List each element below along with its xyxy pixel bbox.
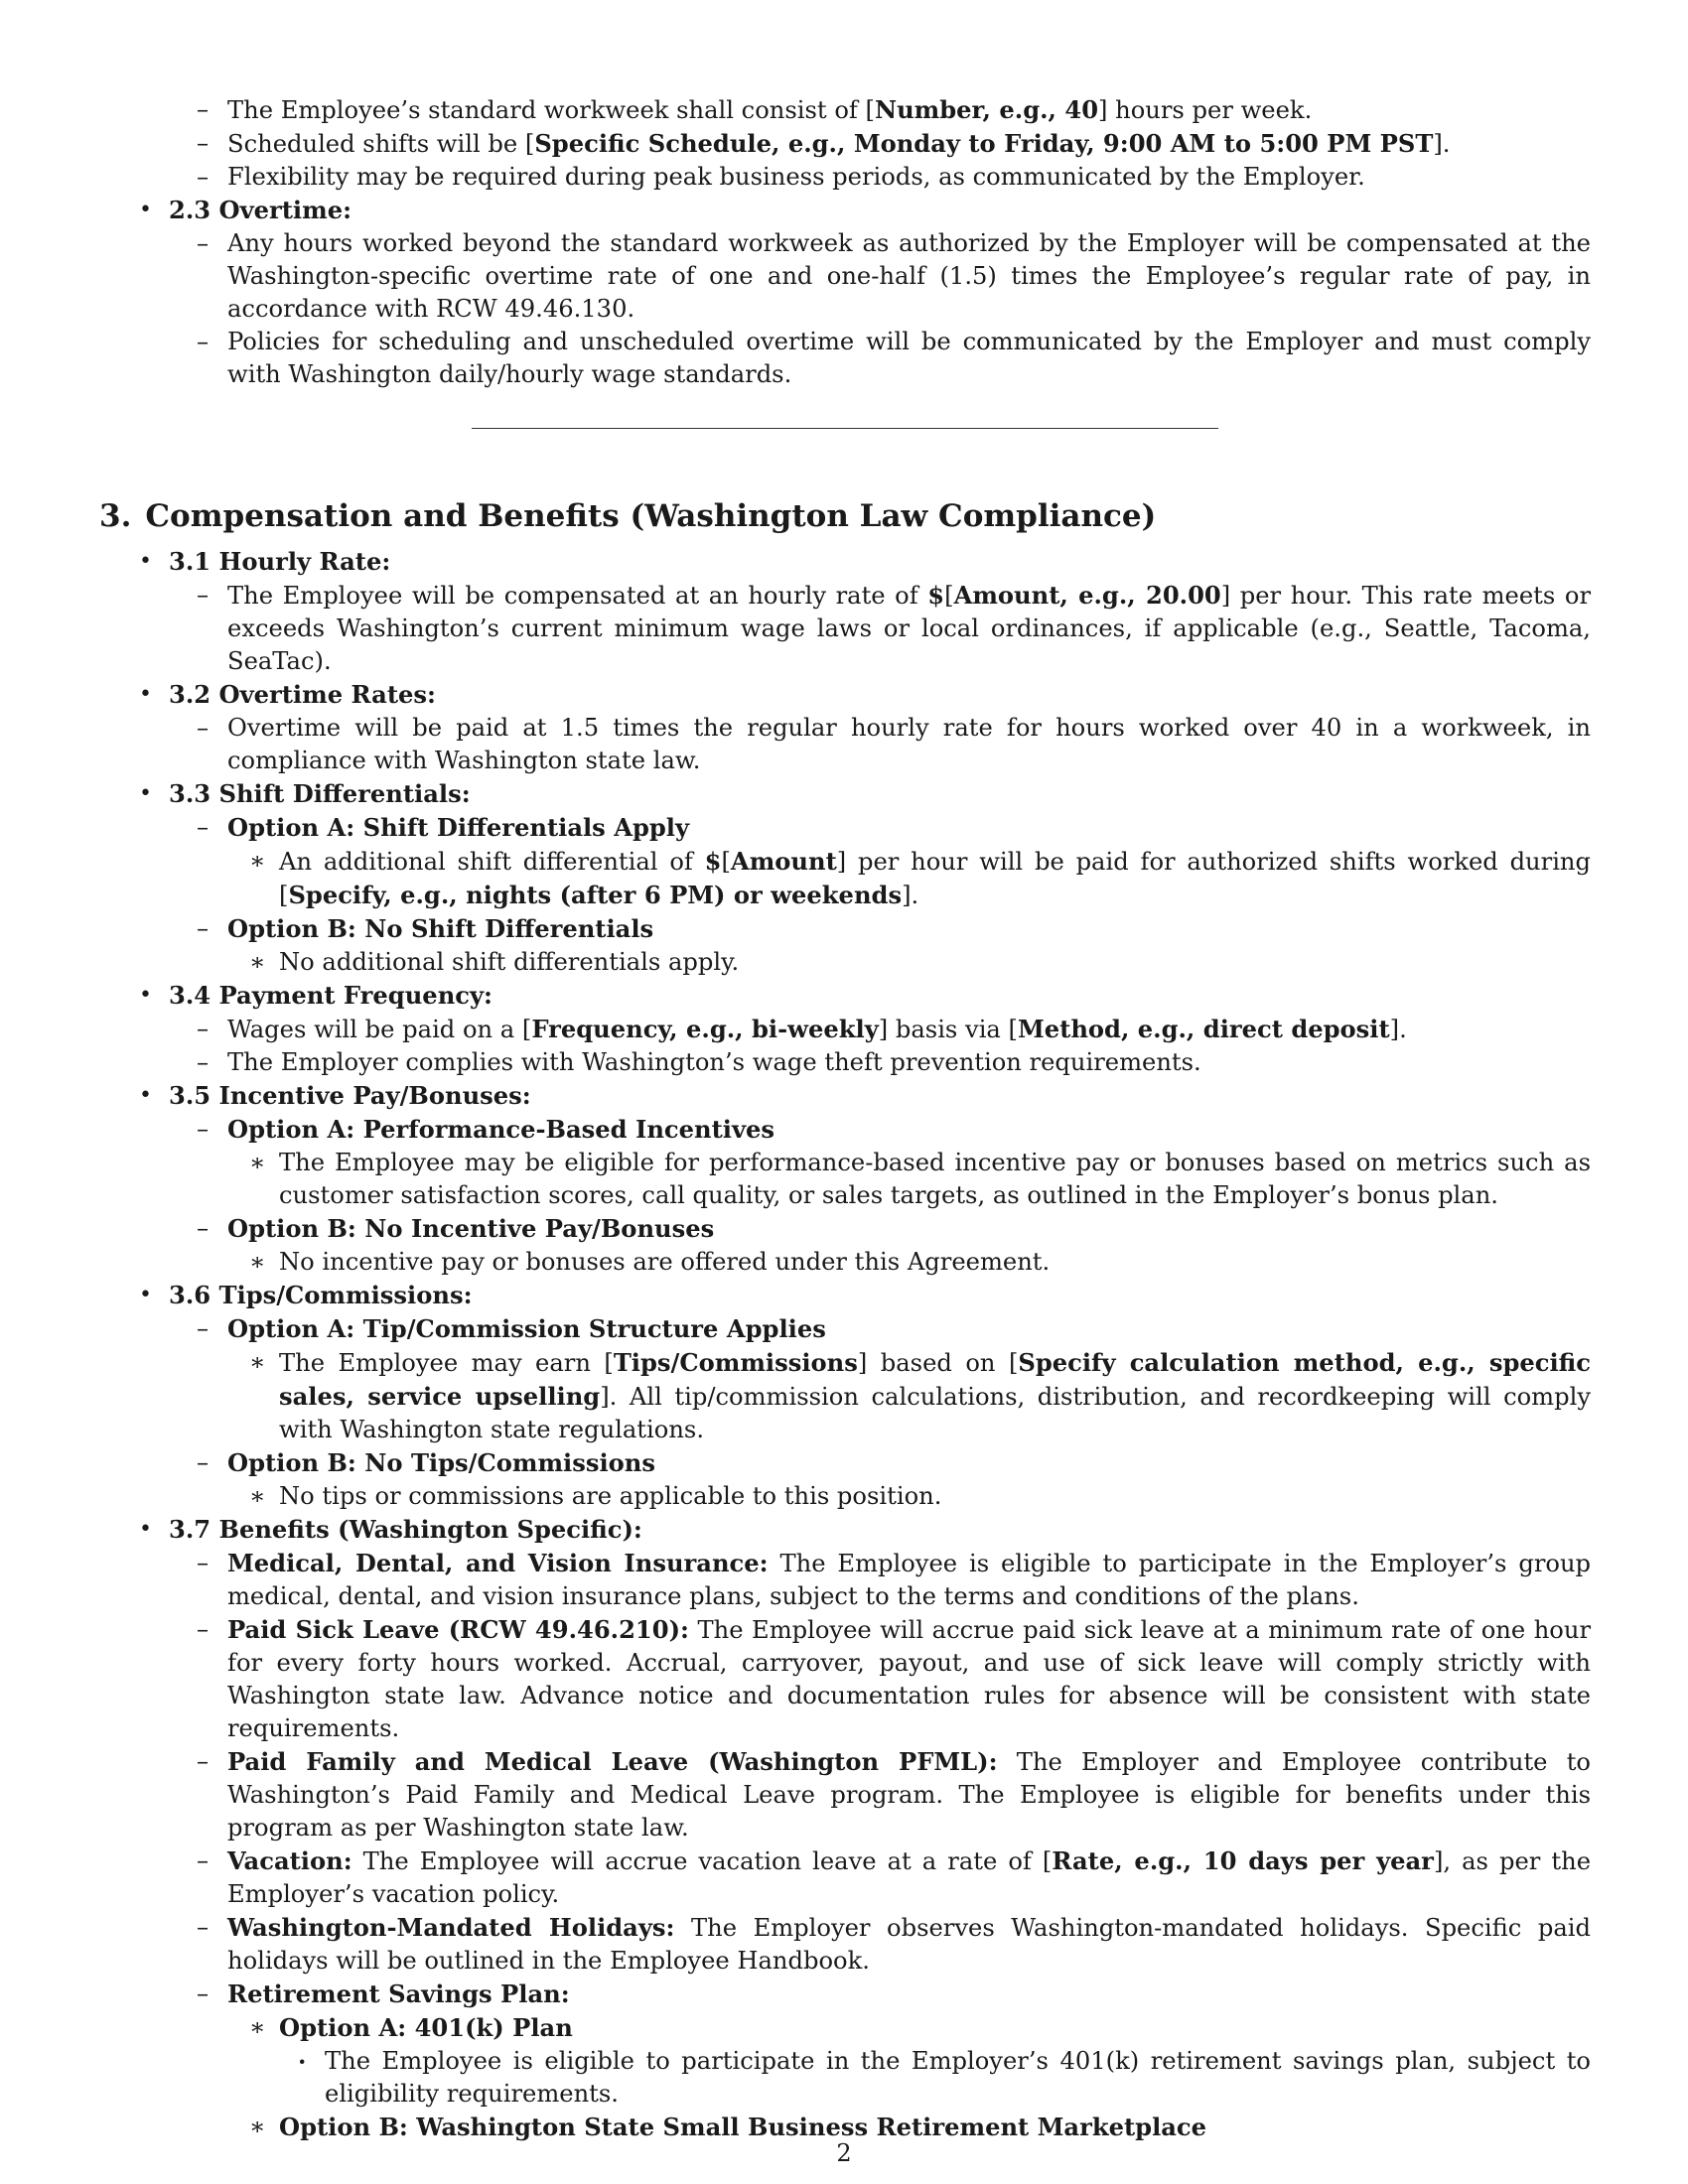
dash-marker: – — [197, 1979, 210, 2007]
dash-marker: – — [197, 581, 210, 609]
dash-marker: – — [197, 1747, 210, 1775]
dash-marker: – — [197, 229, 210, 257]
section-3-title: 3. Compensation and Benefits (Washington Law Compliance) — [99, 498, 1157, 534]
subsection-3-6-heading: • 3.6 Tips/Commissions: — [139, 1281, 473, 1309]
asterisk-marker: ∗ — [249, 1149, 266, 1176]
dash-marker: – — [197, 1314, 210, 1342]
list-item: ∗ The Employee may be eligible for performance-based incentive pay or bonuses based on metrics such as customer satisfaction scores, call quality, or sales targets, as outlined in the Employer’s bonus plan. — [249, 1149, 1591, 1209]
dash-marker: – — [197, 1214, 210, 1242]
dash-marker: – — [197, 129, 210, 157]
list-item: – The Employee will be compensated at an hourly rate of $[Amount, e.g., 20.00] per hour. This rate meets or exceeds Washington’s current minimum wage laws or local ordinances, if applicable (e.g., Seattle, Tacoma, SeaTac). — [197, 581, 1592, 675]
bullet-marker: • — [139, 1517, 152, 1542]
benefit-pfml: – Paid Family and Medical Leave (Washington PFML): The Employer and Employee contribute to Washington’s Paid Family and Medical Leave program. The Employee is eligible for benefits under this program as per Washington state law. — [197, 1747, 1591, 1842]
dot-marker: · — [298, 2047, 307, 2076]
list-item: – Policies for scheduling and unscheduled overtime will be communicated by the Employer and must comply with Washington daily/hourly wage standards. — [197, 328, 1591, 388]
dash-marker: – — [197, 1015, 210, 1042]
option-heading: – Option B: No Incentive Pay/Bonuses — [197, 1214, 715, 1243]
subsection-3-5-heading: • 3.5 Incentive Pay/Bonuses: — [139, 1081, 531, 1110]
asterisk-marker: ∗ — [249, 948, 266, 976]
list-item: – The Employee’s standard workweek shall consist of [Number, e.g., 40] hours per week. — [197, 95, 1313, 124]
dash-marker: – — [197, 914, 210, 942]
page-number: 2 — [836, 2139, 852, 2167]
dash-marker: – — [197, 1448, 210, 1476]
dash-marker: – — [197, 328, 210, 355]
benefit-vacation: – Vacation: The Employee will accrue vacation leave at a rate of [Rate, e.g., 10 days per year], as per the Employer’s vacation policy. — [197, 1846, 1592, 1908]
dash-marker: – — [197, 1846, 210, 1874]
list-item: · The Employee is eligible to participate in the Employer’s 401(k) retirement savings plan, subject to eligibility requirements. — [298, 2047, 1591, 2108]
subsection-3-4-heading: • 3.4 Payment Frequency: — [139, 981, 492, 1010]
list-item: – Flexibility may be required during peak business periods, as communicated by the Employer. — [97, 161, 1591, 194]
option-heading: – Option A: Performance-Based Incentives — [197, 1115, 775, 1144]
section-divider — [97, 391, 1591, 482]
asterisk-marker: ∗ — [249, 1482, 266, 1510]
benefit-holidays: – Washington-Mandated Holidays: The Employer observes Washington-mandated holidays. Specific paid holidays will be outlined in the Employee Handbook. — [197, 1913, 1591, 1975]
list-item: – Overtime will be paid at 1.5 times the regular hourly rate for hours worked over 40 in a workweek, in compliance with Washington state law. — [197, 714, 1591, 774]
bullet-marker: • — [139, 682, 152, 707]
list-item: ∗ No tips or commissions are applicable to this position. — [97, 1480, 1591, 1513]
dash-marker: – — [197, 813, 210, 841]
bullet-marker: • — [139, 1083, 152, 1108]
bullet-marker: • — [139, 781, 152, 806]
option-heading: – Option B: No Shift Differentials — [197, 914, 654, 943]
option-heading: – Option B: No Tips/Commissions — [197, 1448, 656, 1477]
option-heading: – Option A: Shift Differentials Apply — [197, 813, 690, 842]
list-item: ∗ An additional shift differential of $[Amount] per hour will be paid for authorized shifts worked during [Specify, e.g., nights (after 6 PM) or weekends]. — [249, 847, 1591, 909]
list-item: – Wages will be paid on a [Frequency, e.g., bi-weekly] basis via [Method, e.g., direct deposit]. — [197, 1015, 1407, 1043]
dash-marker: – — [197, 1549, 210, 1576]
asterisk-marker: ∗ — [249, 1248, 266, 1276]
subsection-2-3-heading: • 2.3 Overtime: — [139, 196, 352, 224]
list-item: ∗ No additional shift differentials apply. — [97, 946, 1591, 979]
benefit-medical: – Medical, Dental, and Vision Insurance: The Employee is eligible to participate in the Employer’s group medical, dental, and vision insurance plans, subject to the terms and conditions of the plans. — [197, 1549, 1592, 1610]
list-item: – Any hours worked beyond the standard workweek as authorized by the Employer will be compensated at the Washington-specific overtime rate of one and one-half (1.5) times the Employee’s regular rate of pay, in accordance with RCW 49.46.130. — [197, 229, 1591, 323]
list-item: ∗ No incentive pay or bonuses are offered under this Agreement. — [97, 1246, 1591, 1279]
benefit-retirement: – Retirement Savings Plan: — [197, 1979, 570, 2008]
list-item: ∗ The Employee may earn [Tips/Commissions] based on [Specify calculation method, e.g., specific sales, service upselling]. All tip/commission calculations, distribution, and recordkeeping will comply with Washington state regulations. — [249, 1348, 1591, 1443]
bullet-marker: • — [139, 1283, 152, 1307]
subsection-3-1-heading: • 3.1 Hourly Rate: — [139, 547, 391, 576]
list-item: – Scheduled shifts will be [Specific Schedule, e.g., Monday to Friday, 9:00 AM to 5:00 PM PST]. — [197, 129, 1451, 158]
horizontal-rule — [472, 428, 1218, 429]
subsection-3-3-heading: • 3.3 Shift Differentials: — [139, 779, 471, 808]
dash-marker: – — [197, 1615, 210, 1643]
dash-marker: – — [197, 163, 210, 191]
bullet-marker: • — [139, 549, 152, 574]
subsection-3-2-heading: • 3.2 Overtime Rates: — [139, 680, 436, 709]
bullet-marker: • — [139, 983, 152, 1008]
option-heading: ∗ Option A: 401(k) Plan — [249, 2013, 573, 2042]
asterisk-marker: ∗ — [249, 2013, 266, 2041]
dash-marker: – — [197, 1913, 210, 1941]
option-heading: ∗ Option B: Washington State Small Business Retirement Marketplace — [249, 2113, 1207, 2141]
dash-marker: – — [197, 714, 210, 742]
subsection-3-7-heading: • 3.7 Benefits (Washington Specific): — [139, 1515, 642, 1544]
list-item: – The Employer complies with Washington’s wage theft prevention requirements. — [97, 1046, 1591, 1079]
bullet-marker: • — [139, 198, 152, 222]
asterisk-marker: ∗ — [249, 847, 266, 875]
option-heading: – Option A: Tip/Commission Structure Applies — [197, 1314, 826, 1343]
dash-marker: – — [197, 1115, 210, 1143]
asterisk-marker: ∗ — [249, 1348, 266, 1376]
benefit-sick-leave: – Paid Sick Leave (RCW 49.46.210): The Employee will accrue paid sick leave at a minimum rate of one hour for every forty hours worked. Accrual, carryover, payout, and use of sick leave will comply strictly with Washington state law. Advance notice and documentation rules for absence will be consistent with state requirements. — [197, 1615, 1592, 1742]
dash-marker: – — [197, 1048, 210, 1076]
dash-marker: – — [197, 95, 210, 123]
asterisk-marker: ∗ — [249, 2113, 266, 2140]
